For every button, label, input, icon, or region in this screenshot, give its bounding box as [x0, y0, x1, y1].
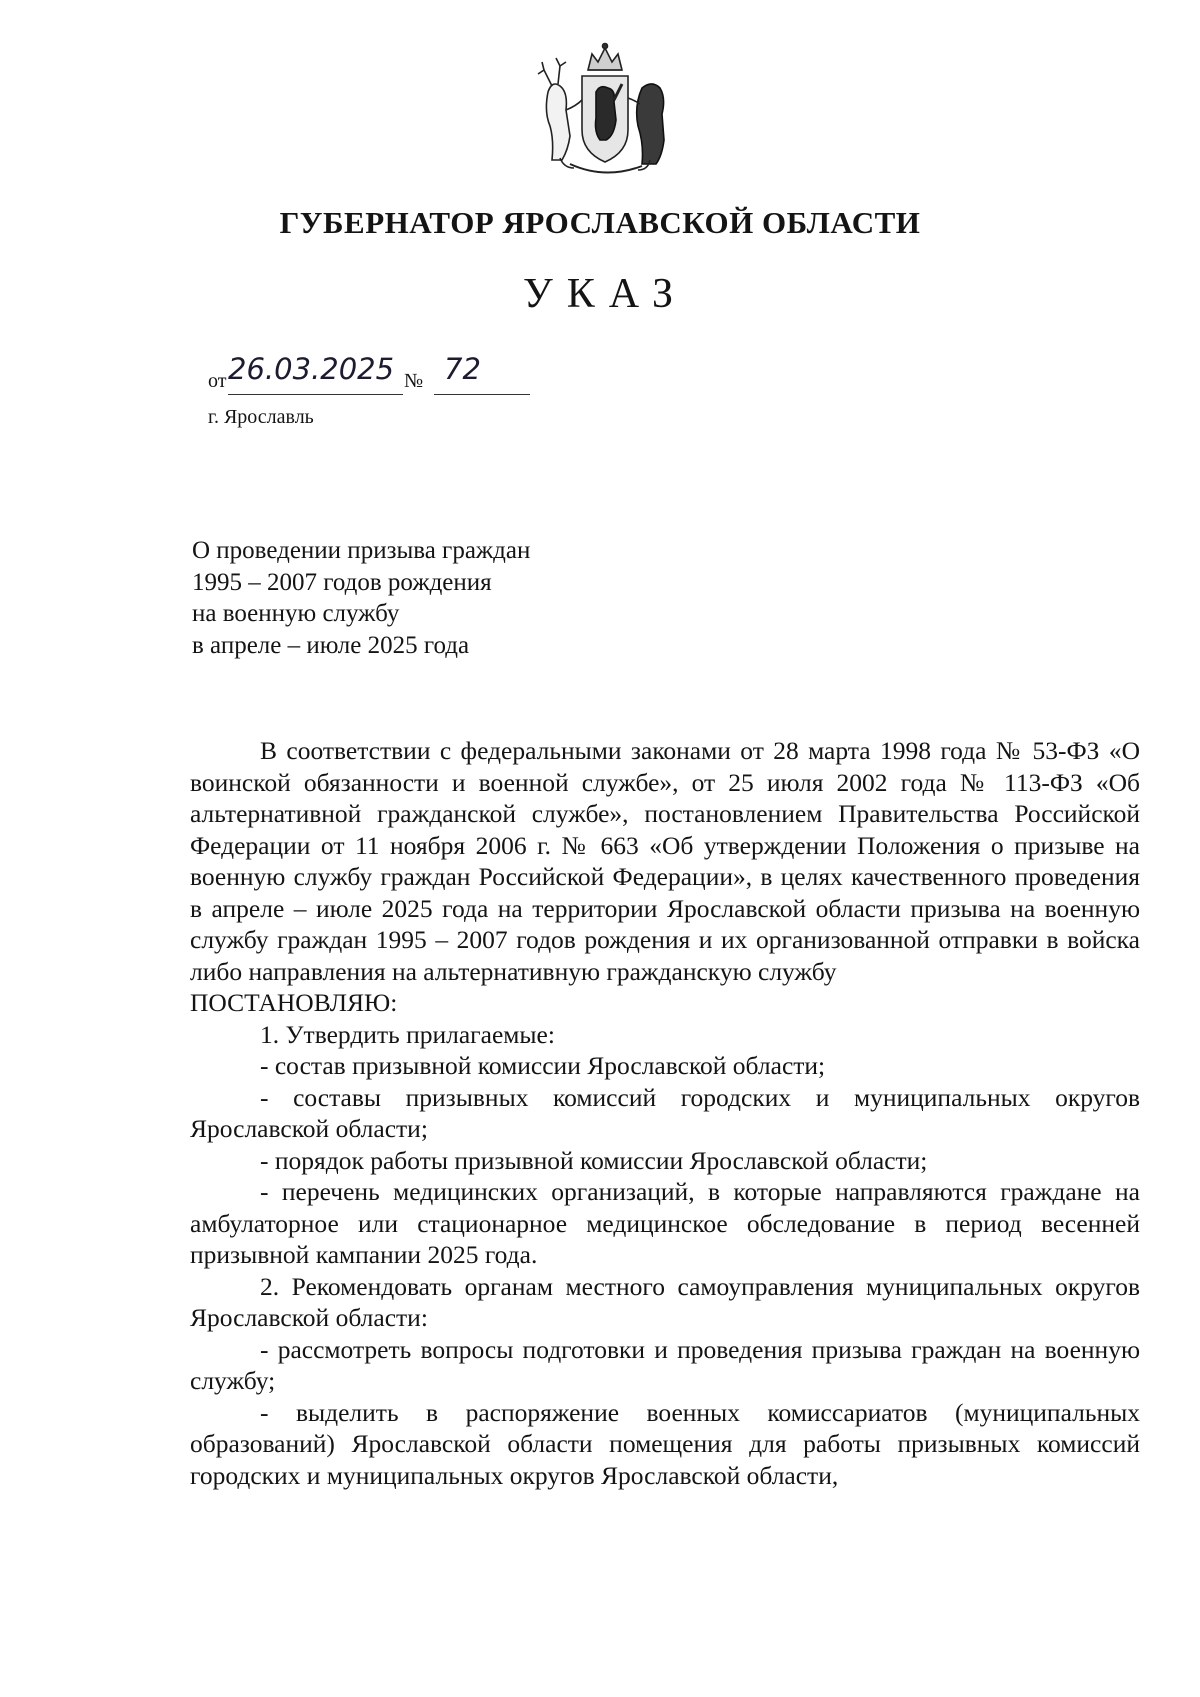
issuing-city: г. Ярославль — [208, 406, 314, 428]
item-1-title: 1. Утвердить прилагаемые: — [260, 1019, 555, 1049]
number-value: 72 — [444, 352, 481, 386]
item-2-title: 2. Рекомендовать органам местного самоуправления муниципальных округов Ярославской области: — [190, 1271, 1140, 1332]
subject-line: О проведении призыва граждан — [192, 537, 531, 564]
item-1-c: - порядок работы призывной комиссии Ярославской области; — [260, 1145, 928, 1175]
document-type: УКАЗ — [522, 271, 688, 317]
number-underline — [434, 394, 530, 395]
number-label: № — [404, 370, 424, 392]
coat-of-arms-icon — [530, 40, 680, 180]
issuing-authority: ГУБЕРНАТОР ЯРОСЛАВСКОЙ ОБЛАСТИ — [279, 205, 921, 240]
decree-word: ПОСТАНОВЛЯЮ: — [190, 988, 398, 1017]
document-subject — [192, 535, 792, 661]
document-body — [190, 735, 1140, 1491]
item-1-a: - состав призывной комиссии Ярославской области; — [260, 1051, 826, 1080]
item-1-d: - перечень медицинских организаций, в которые направляются граждане на амбулаторное или стационарное медицинское обследование в период весенней призывной кампании 2025 года. — [190, 1177, 1140, 1269]
subject-line: на военную службу — [192, 600, 400, 627]
subject-line: 1995 – 2007 годов рождения — [192, 568, 492, 596]
subject-line: в апреле – июле 2025 года — [192, 631, 470, 659]
date-value: 26.03.2025 — [228, 352, 395, 386]
preamble-paragraph: В соответствии с федеральными законами от 28 марта 1998 года № 53-ФЗ «О воинской обязанности и военной службе», от 25 июля 2002 года № 113-ФЗ «Об альтернативной гражданской службе», постановлением Правительства Российской Федерации от 11 ноября 2006 г. № 663 «Об утверждении Положения о призыве на военную службу граждан Российской Федерации», в целях качественного проведения в апреле – июле 2025 года на территории Ярославской области призыва на военную службу граждан 1995 – 2007 годов рождения и их организованной отправки в войска либо направления на альтернативную гражданскую службу — [190, 736, 1140, 986]
item-1-b: - составы призывных комиссий городских и муниципальных округов Ярославской области; — [190, 1082, 1140, 1143]
date-label: от — [208, 370, 227, 392]
document-meta — [208, 352, 608, 430]
item-2-a: - рассмотреть вопросы подготовки и проведения призыва граждан на военную службу; — [190, 1334, 1140, 1395]
date-underline — [228, 394, 403, 395]
item-2-b: - выделить в распоряжение военных комиссариатов (муниципальных образований) Ярославской области помещения для работы призывных комиссий городских и муниципальных округов Ярославской области, — [190, 1397, 1140, 1490]
